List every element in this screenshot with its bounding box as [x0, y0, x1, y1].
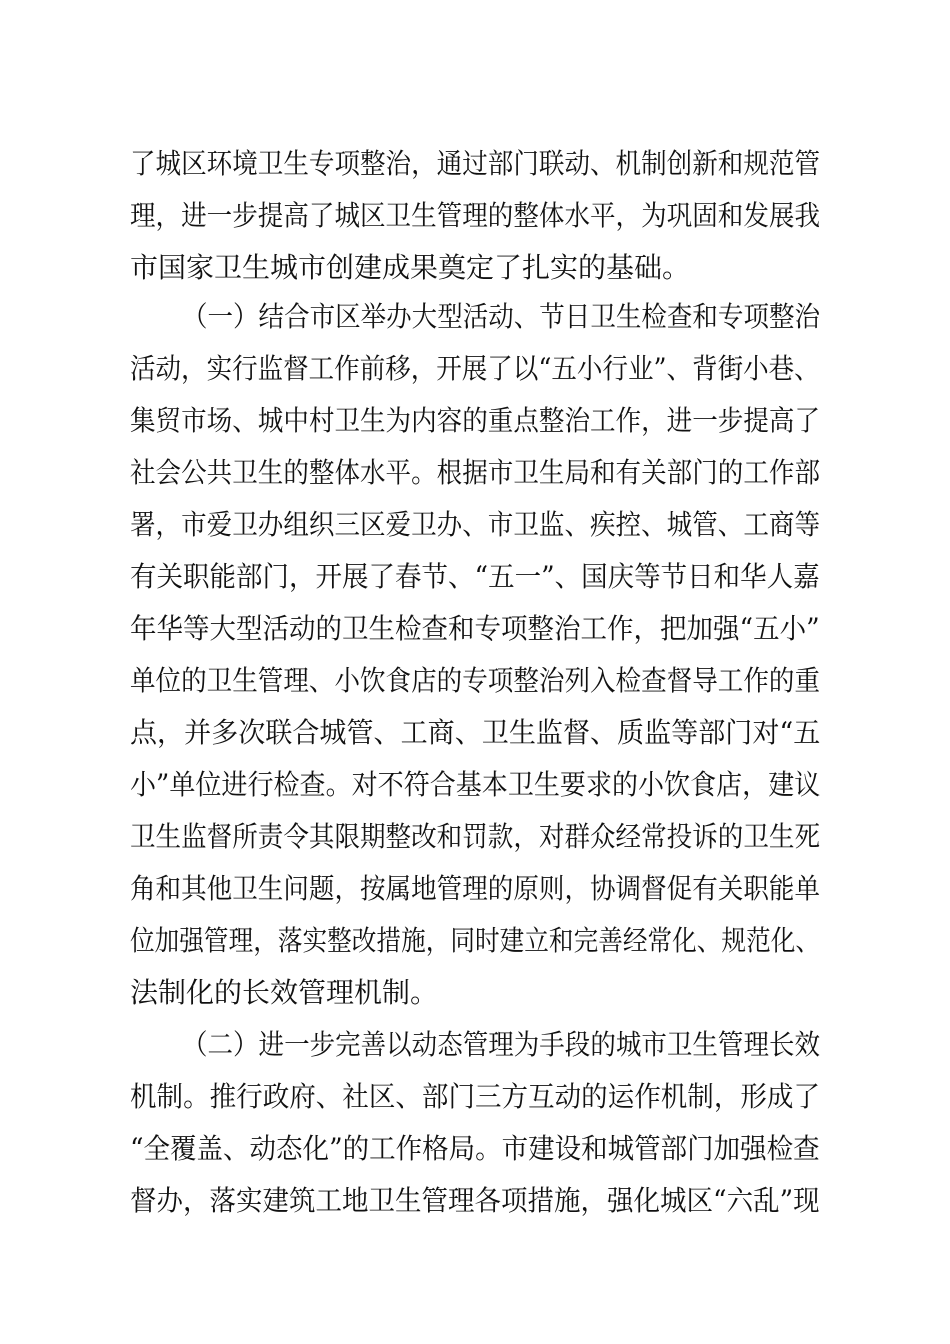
- text-line: 集贸市场、城中村卫生为内容的重点整治工作，进一步提高了: [130, 404, 821, 437]
- text-line: 卫生监督所责令其限期整改和罚款，对群众经常投诉的卫生死: [130, 820, 821, 853]
- text-line: 理，进一步提高了城区卫生管理的整体水平，为巩固和发展我: [130, 199, 821, 232]
- text-line: “全覆盖、动态化”的工作格局。市建设和城管部门加强检查: [130, 1132, 820, 1165]
- text-line: 社会公共卫生的整体水平。根据市卫生局和有关部门的工作部: [130, 456, 821, 489]
- text-line: 有关职能部门，开展了春节、“五一”、国庆等节日和华人嘉: [130, 560, 820, 593]
- text-line: 署，市爱卫办组织三区爱卫办、市卫监、疾控、城管、工商等: [130, 508, 821, 541]
- text-line: 机制。推行政府、社区、部门三方互动的运作机制，形成了: [130, 1080, 821, 1113]
- text-line: （二）进一步完善以动态管理为手段的城市卫生管理长效: [182, 1028, 821, 1061]
- text-line: 了城区环境卫生专项整治，通过部门联动、机制创新和规范管: [130, 147, 821, 180]
- text-line: 单位的卫生管理、小饮食店的专项整治列入检查督导工作的重: [130, 664, 821, 697]
- text-line: 位加强管理，落实整改措施，同时建立和完善经常化、规范化、: [130, 924, 821, 957]
- text-line: 角和其他卫生问题，按属地管理的原则，协调督促有关职能单: [130, 872, 821, 905]
- text-line: 活动，实行监督工作前移，开展了以“五小行业”、背街小巷、: [130, 352, 820, 385]
- text-line: 点，并多次联合城管、工商、卫生监督、质监等部门对“五: [130, 716, 821, 749]
- text-line: 法制化的长效管理机制。: [130, 976, 439, 1009]
- text-line: （一）结合市区举办大型活动、节日卫生检查和专项整治: [182, 300, 821, 333]
- text-line: 年华等大型活动的卫生检查和专项整治工作，把加强“五小”: [130, 612, 820, 645]
- text-line: 市国家卫生城市创建成果奠定了扎实的基础。: [130, 251, 691, 284]
- text-line: 小”单位进行检查。对不符合基本卫生要求的小饮食店，建议: [130, 768, 821, 801]
- text-line: 督办，落实建筑工地卫生管理各项措施，强化城区“六乱”现: [130, 1184, 820, 1217]
